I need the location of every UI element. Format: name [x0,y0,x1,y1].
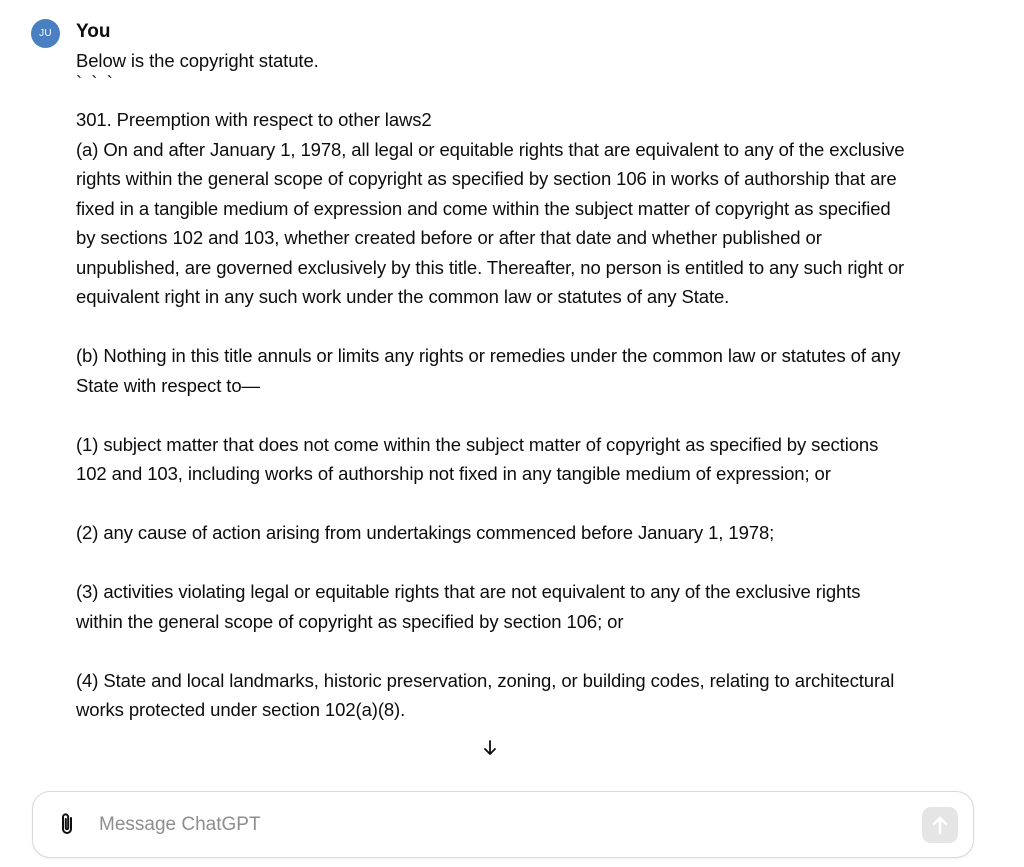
scroll-to-bottom-button[interactable] [475,733,505,763]
message-author: You [76,21,111,42]
paragraph-gap [76,636,906,666]
statute-paragraph-b: (b) Nothing in this title annuls or limits any rights or remedies under the common law or statutes of any State with respect to— [76,345,901,396]
paragraph-gap [76,548,906,578]
paragraph-gap [76,312,906,342]
send-button[interactable] [922,807,958,843]
statute-paragraph-3: (3) activities violating legal or equitable rights that are not equivalent to any of the exclusive rights within the general scope of copyright as specified by section 106; or [76,581,861,632]
attach-button[interactable] [55,811,79,837]
statute-paragraph-4: (4) State and local landmarks, historic preservation, zoning, or building codes, relating to architectural works protected under section 102(a)(8). [76,669,895,720]
statute-heading: 301. Preemption with respect to other laws2 [76,109,432,130]
paragraph-gap [76,489,906,519]
statute-paragraph-a: (a) On and after January 1, 1978, all legal or equitable rights that are equivalent to any of the exclusive rights within the general scope of copyright as specified by section 106 in works of authorship that are fixed in a tangible medium of expression and come within the subject matter of copyright as specified by sections 102 and 103, whether created before or after that date and whether published or unpublished, are governed exclusively by this title. Thereafter, no person is entitled to any such right or equivalent right in any such work under the common law or statutes of any State. [76,138,905,307]
user-message [76,46,906,725]
statute-paragraph-1: (1) subject matter that does not come within the subject matter of copyright as specified by sections 102 and 103, including works of authorship not fixed in any tangible medium of expression; or [76,433,879,484]
paragraph-gap [76,400,906,430]
message-composer [32,791,974,858]
message-intro: Below is the copyright statute. [76,50,319,71]
message-input[interactable] [99,810,899,840]
code-fence: ` ` ` [76,71,115,93]
paperclip-icon [55,811,79,837]
arrow-down-icon [482,739,498,757]
user-avatar: JU [31,19,60,48]
statute-paragraph-2: (2) any cause of action arising from undertakings commenced before January 1, 1978; [76,522,775,543]
arrow-up-icon [930,814,950,836]
